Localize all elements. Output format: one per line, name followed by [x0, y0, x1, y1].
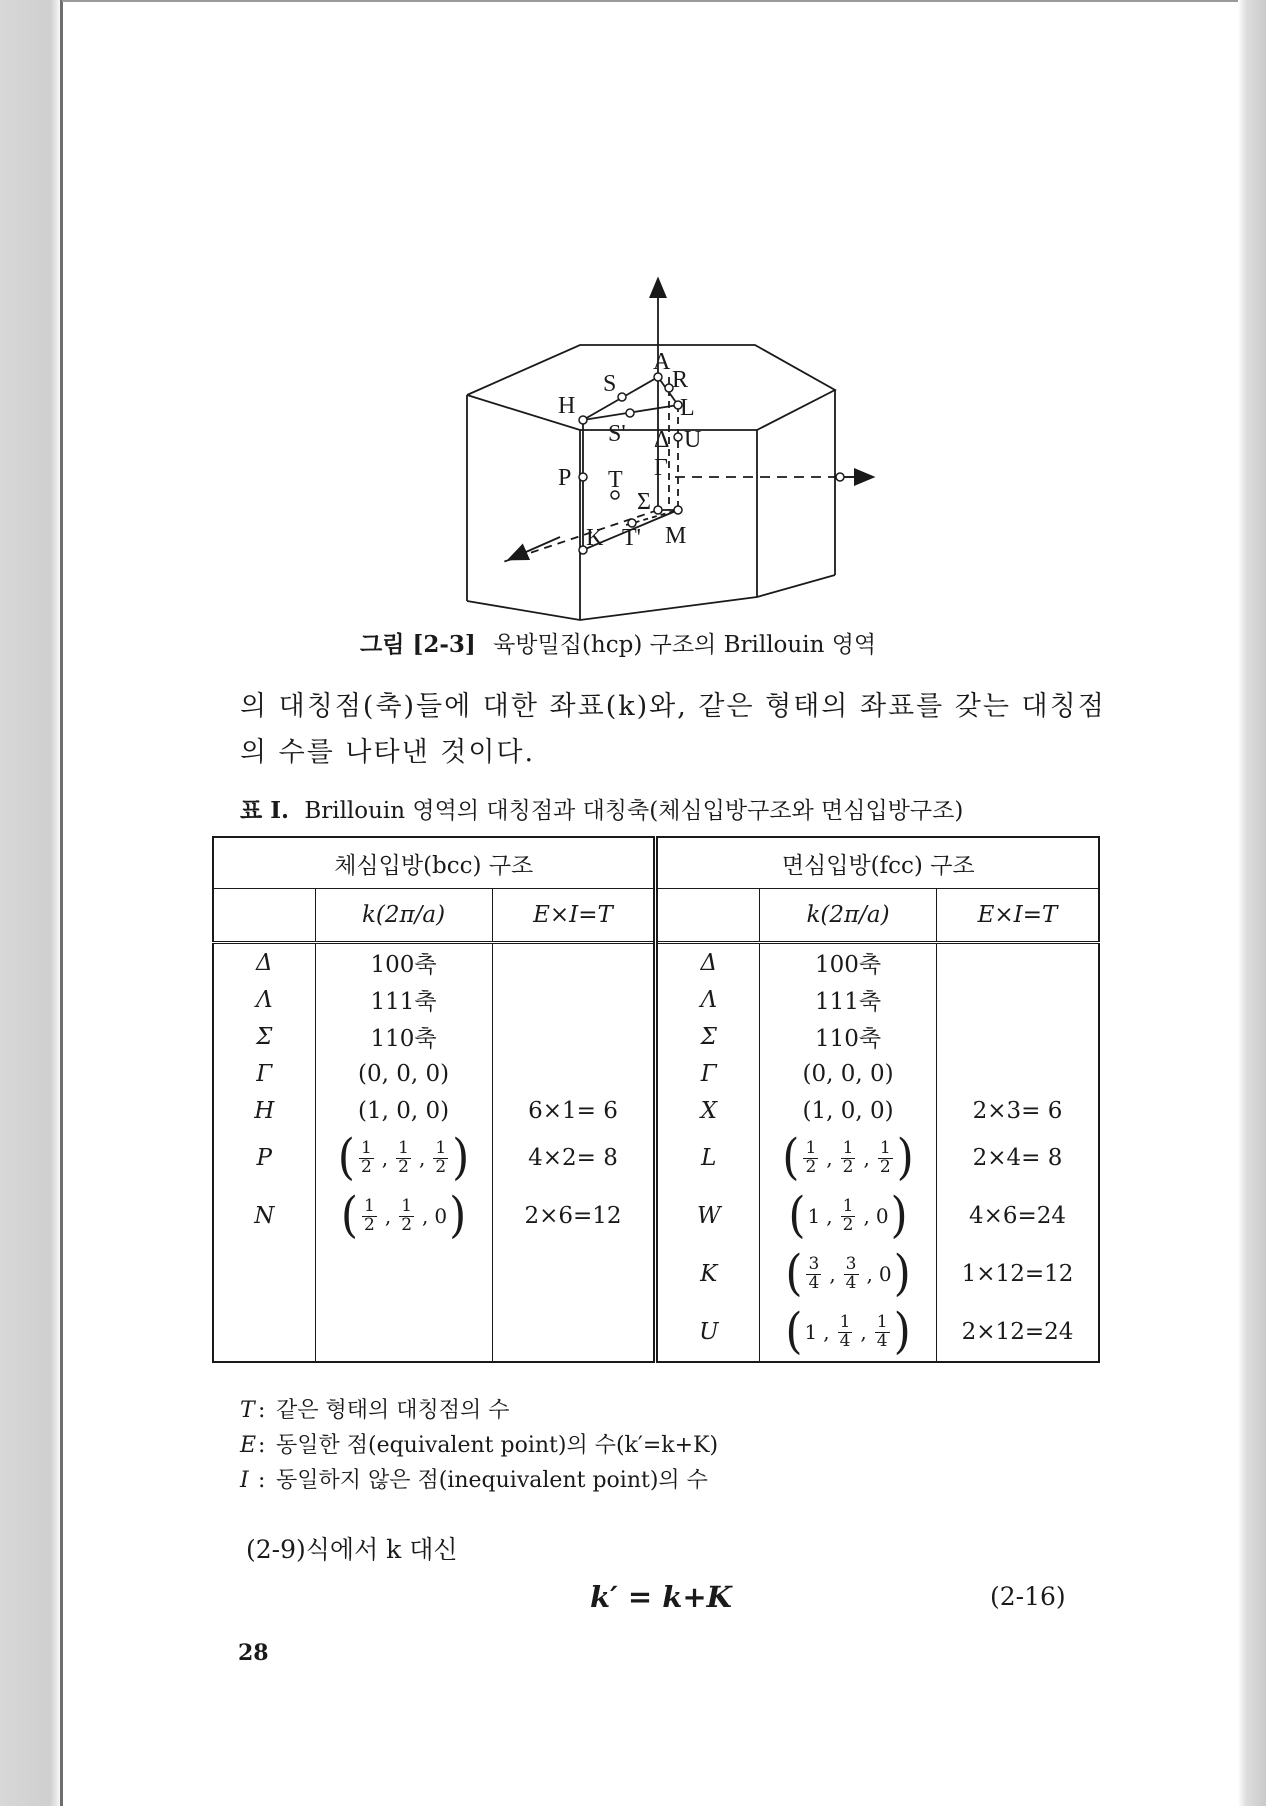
bcc-symbol-cell: Δ [213, 943, 315, 982]
page-shadow-right [1238, 0, 1266, 1806]
point-M [674, 506, 682, 514]
prism-top-edge [467, 345, 835, 430]
fraction-coordinate: ( $\frac{1}{2}$ , $\frac{1}{2}$ , $\frac{1}{2}$ ) [337, 1129, 470, 1186]
symmetry-table [212, 836, 1100, 1392]
label-S: S [603, 371, 617, 397]
fcc-eit-header: E×I=T [937, 889, 1099, 943]
label-Delta: Δ [654, 427, 670, 453]
equation-formula: k′ = k+K [590, 1580, 732, 1614]
fraction-coordinate: ( 1 , $\frac{1}{2}$ , 0 ) [788, 1187, 908, 1244]
table-row [213, 943, 1099, 982]
bcc-symbol-cell: Σ [213, 1018, 315, 1055]
note-text: 동일한 점(equivalent point)의 수(k′=k+K) [276, 1433, 719, 1458]
table-title [240, 792, 963, 825]
coordinate: 1 [807, 1204, 821, 1228]
label-M: M [665, 523, 687, 549]
fcc-eit-cell [937, 981, 1099, 1018]
fraction: $\frac{3}{4}$ [808, 1253, 820, 1293]
bcc-symbol-cell: N [213, 1187, 315, 1245]
bcc-symbol-cell: Λ [213, 981, 315, 1018]
bcc-eit-cell [492, 1245, 656, 1303]
bcc-symbol-cell [213, 1245, 315, 1303]
label-P: P [558, 465, 572, 491]
point-S [618, 393, 626, 401]
label-Gamma: Γ [654, 455, 668, 481]
note-row: I : 동일하지 않은 점(inequivalent point)의 수 [240, 1463, 718, 1498]
fraction: $\frac{3}{4}$ [845, 1253, 857, 1293]
bcc-k-cell: (1, 0, 0) [315, 1092, 492, 1129]
page-edge-left [60, 0, 63, 1806]
fcc-eit-cell: 4×6=24 [968, 1203, 1067, 1229]
bcc-eit-cell: 4×2= 8 [492, 1129, 656, 1187]
fcc-eit-cell: 1×12=12 [961, 1261, 1074, 1287]
fcc-eit-cell: 2×4= 8 [972, 1145, 1063, 1171]
fcc-header: 면심입방(fcc) 구조 [656, 837, 1099, 889]
fraction-coordinate: ( $\frac{3}{4}$ , $\frac{3}{4}$ , 0 ) [785, 1245, 911, 1302]
bcc-sym-header [213, 889, 315, 943]
fcc-symbol-cell: K [656, 1245, 760, 1303]
bcc-symbol-cell: Γ [213, 1055, 315, 1092]
coordinate: 0 [878, 1262, 892, 1286]
table-row [213, 1092, 1099, 1129]
fcc-k-cell: 100축 [760, 943, 937, 982]
bcc-symbol-cell: P [213, 1129, 315, 1187]
page-number: 28 [238, 1640, 269, 1666]
note-text: 같은 형태의 대칭점의 수 [276, 1398, 510, 1423]
figure-caption [360, 626, 960, 659]
bcc-eit-cell [492, 981, 656, 1018]
bcc-k-cell: 110축 [315, 1018, 492, 1055]
note-key: E [240, 1433, 257, 1458]
fcc-symbol-cell: L [656, 1129, 760, 1187]
fraction: $\frac{1}{2}$ [401, 1195, 413, 1235]
fraction: $\frac{1}{4}$ [876, 1311, 888, 1351]
bcc-eit-cell [492, 943, 656, 982]
point-P [579, 473, 587, 481]
fcc-k-cell: (1, 0, 0) [760, 1092, 937, 1129]
point-H [579, 416, 587, 424]
note-row: E : 동일한 점(equivalent point)의 수(k′=k+K) [240, 1428, 718, 1463]
label-H: H [558, 393, 576, 419]
point-axis [836, 473, 844, 481]
fraction: $\frac{1}{2}$ [435, 1137, 447, 1177]
fcc-k-cell: 110축 [760, 1018, 937, 1055]
table-row [213, 1129, 1099, 1187]
label-Sigma: Σ [637, 489, 651, 515]
table-row [213, 1187, 1099, 1245]
fraction: $\frac{1}{2}$ [805, 1137, 817, 1177]
fcc-symbol-cell: W [656, 1187, 760, 1245]
note-text: 동일하지 않은 점(inequivalent point)의 수 [276, 1468, 708, 1493]
fcc-symbol-cell: Λ [656, 981, 760, 1018]
bcc-k-header: k(2π/a) [315, 889, 492, 943]
fraction: $\frac{1}{2}$ [364, 1195, 375, 1235]
fcc-k-cell: 111축 [760, 981, 937, 1018]
label-A: A [653, 349, 671, 375]
fcc-eit-cell [937, 1055, 1099, 1092]
fraction: $\frac{1}{2}$ [842, 1195, 854, 1235]
table-row [213, 1245, 1099, 1303]
coordinate: 0 [434, 1204, 448, 1228]
label-K: K [586, 525, 604, 551]
table-row [213, 1055, 1099, 1092]
fraction-coordinate: ( 1 , $\frac{1}{4}$ , $\frac{1}{4}$ ) [785, 1303, 911, 1360]
prism-bottom-edge [467, 575, 835, 620]
bcc-symbol-cell [213, 1303, 315, 1362]
bcc-eit-header: E×I=T [492, 889, 656, 943]
bcc-k-cell: 111축 [315, 981, 492, 1018]
table-row [213, 981, 1099, 1018]
fcc-symbol-cell: Γ [656, 1055, 760, 1092]
table-notes [240, 1393, 718, 1498]
table-title-prefix: 표 Ⅰ. [240, 797, 289, 824]
fraction: $\frac{1}{2}$ [398, 1137, 409, 1177]
fcc-k-header: k(2π/a) [760, 889, 937, 943]
fraction: $\frac{1}{4}$ [839, 1311, 851, 1351]
bcc-eit-cell [492, 1055, 656, 1092]
fraction: $\frac{1}{2}$ [842, 1137, 854, 1177]
figure-caption-text: 육방밀집(hcp) 구조의 Brillouin 영역 [493, 632, 877, 658]
bcc-eit-cell [492, 1018, 656, 1055]
fcc-eit-cell: 2×3= 6 [972, 1097, 1063, 1124]
bcc-eit-cell: 6×1= 6 [492, 1092, 656, 1129]
label-T: T [608, 467, 623, 493]
equation-lead: (2-9)식에서 k 대신 [246, 1535, 458, 1564]
label-S-prime: S' [608, 421, 626, 447]
bcc-symbol-cell: H [213, 1092, 315, 1129]
note-key: T [240, 1398, 255, 1423]
label-U: U [684, 427, 702, 453]
bcc-k-cell [315, 1245, 492, 1303]
bcc-eit-cell: 2×6=12 [492, 1187, 656, 1245]
fcc-sym-header [656, 889, 760, 943]
fcc-k-cell: (0, 0, 0) [760, 1055, 937, 1092]
fcc-symbol-cell: Σ [656, 1018, 760, 1055]
equation-number: (2-16) [990, 1582, 1066, 1611]
fraction: $\frac{1}{2}$ [360, 1137, 372, 1177]
table-body [213, 943, 1099, 1363]
fcc-symbol-cell: X [656, 1092, 760, 1129]
point-U [674, 433, 682, 441]
fcc-symbol-cell: U [656, 1303, 760, 1362]
point-S-prime [626, 409, 634, 417]
table-row [213, 1018, 1099, 1055]
bcc-k-cell [315, 1187, 492, 1245]
fraction-coordinate: ( $\frac{1}{2}$ , $\frac{1}{2}$ , $\frac{1}{2}$ ) [782, 1129, 914, 1186]
bcc-k-cell: (0, 0, 0) [315, 1055, 492, 1092]
coordinate: 1 [804, 1320, 818, 1344]
point-Gamma [654, 506, 662, 514]
hcp-brillouin-zone-figure [440, 265, 920, 630]
fcc-k-cell [760, 1129, 937, 1187]
paragraph-line-2: 의 수를 나타낸 것이다. [240, 737, 536, 768]
coordinate: 0 [875, 1204, 889, 1228]
bcc-k-cell: 100축 [315, 943, 492, 982]
note-row: T : 같은 형태의 대칭점의 수 [240, 1393, 718, 1428]
fraction: $\frac{1}{2}$ [879, 1137, 891, 1177]
label-T-prime: T' [622, 525, 641, 551]
label-R: R [672, 367, 689, 393]
table-row [213, 1303, 1099, 1362]
page-top-edge [62, 0, 1238, 2]
page-shadow-left [0, 0, 62, 1806]
fraction-coordinate: ( $\frac{1}{2}$ , $\frac{1}{2}$ , 0 ) [340, 1187, 467, 1244]
figure-number: 그림 [2-3] [360, 631, 476, 658]
label-L: L [680, 395, 695, 421]
fcc-k-cell [760, 1245, 937, 1303]
paragraph-line-1: 의 대칭점(축)들에 대한 좌표(k)와, 같은 형태의 좌표를 갖는 대칭점 [240, 691, 1106, 722]
fcc-eit-cell: 2×12=24 [961, 1319, 1074, 1345]
fcc-symbol-cell: Δ [656, 943, 760, 982]
fcc-eit-cell [937, 943, 1099, 982]
table-title-text: Brillouin 영역의 대칭점과 대칭축(체심입방구조와 면심입방구조) [304, 798, 964, 824]
fcc-eit-cell [937, 1018, 1099, 1055]
note-key: I [240, 1468, 249, 1493]
bcc-k-cell [315, 1303, 492, 1362]
fcc-k-cell [760, 1187, 937, 1245]
bcc-k-cell [315, 1129, 492, 1187]
bcc-eit-cell [492, 1303, 656, 1362]
bcc-header: 체심입방(bcc) 구조 [213, 837, 656, 889]
fcc-k-cell [760, 1303, 937, 1362]
